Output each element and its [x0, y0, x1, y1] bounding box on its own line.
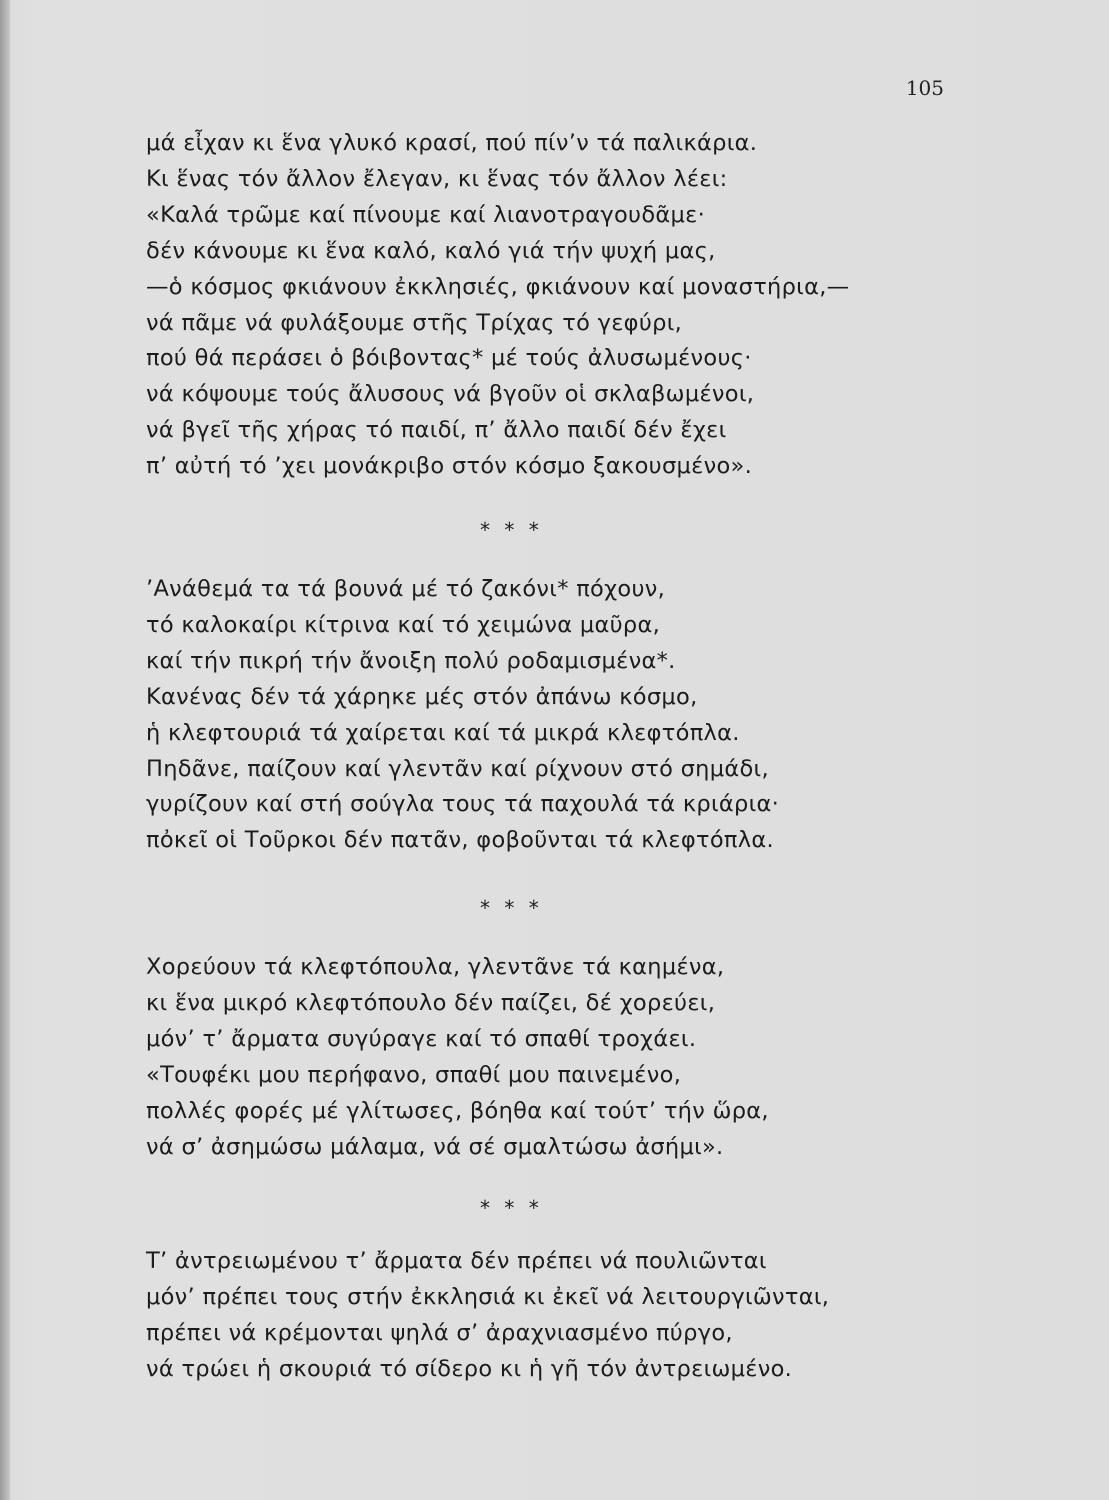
verse-line: ἡ κλεφτουριά τά χαίρεται καί τά μικρά κλεφτόπλα. [146, 719, 740, 746]
verse-line: κι ἕνα μικρό κλεφτόπουλο δέν παίζει, δέ χορεύει, [146, 989, 716, 1016]
verse-line: Κι ἕνας τόν ἄλλον ἔλεγαν, κι ἕνας τόν ἄλλον λέει: [146, 165, 728, 192]
stanza-separator: * * * [480, 896, 543, 920]
verse-line: νά κόψουμε τούς ἄλυσους νά βγοῦν οἱ σκλαβωμένοι, [146, 381, 755, 408]
verse-line: Κανένας δέν τά χάρηκε μές στόν ἀπάνω κόσμο, [146, 683, 698, 710]
verse-line: πολλές φορές μέ γλίτωσες, βόηθα καί τούτ’ τήν ὥρα, [146, 1097, 769, 1124]
verse-line: πού θά περάσει ὁ βόιβοντας* μέ τούς ἀλυσωμένους· [146, 345, 752, 372]
verse-line: καί τήν πικρή τήν ἄνοιξη πολύ ροδαμισμένα*. [146, 647, 676, 674]
verse-line: —ὁ κόσμος φκιάνουν ἐκκλησιές, φκιάνουν καί μοναστήρια,— [146, 273, 850, 300]
stanza-4 [146, 1244, 829, 1388]
verse-line: μόν’ πρέπει τους στήν ἐκκλησιά κι ἐκεῖ νά λειτουργιῶνται, [146, 1283, 830, 1310]
verse-line: ’Ανάθεμά τα τά βουνά μέ τό ζακόνι* πόχουν, [146, 576, 666, 602]
stanza-3 [146, 950, 769, 1165]
verse-line: πρέπει νά κρέμονται ψηλά σ’ ἀραχνιασμένο πύργο, [146, 1319, 733, 1346]
verse-line: τό καλοκαίρι κίτρινα καί τό χειμώνα μαῦρα, [146, 611, 661, 638]
verse-line: δέν κάνουμε κι ἕνα καλό, καλό γιά τήν ψυχή μας, [146, 237, 716, 264]
verse-line: μόν’ τ’ ἄρματα συγύραγε καί τό σπαθί τροχάει. [146, 1025, 697, 1052]
stanza-separator: * * * [480, 518, 543, 542]
verse-line: νά τρώει ἡ σκουριά τό σίδερο κι ἡ γῆ τόν ἀντρειωμένο. [146, 1355, 793, 1382]
verse-line: γυρίζουν καί στή σούγλα τους τά παχουλά τά κριάρια· [146, 791, 780, 818]
verse-line: «Καλά τρῶμε καί πίνουμε καί λιανοτραγουδᾶμε· [146, 201, 706, 228]
verse-line: πὀκεῖ οἱ Τοῦρκοι δέν πατᾶν, φοβοῦνται τά κλεφτόπλα. [146, 827, 774, 854]
verse-line: νά πᾶμε νά φυλάξουμε στῆς Τρίχας τό γεφύρι, [146, 309, 683, 336]
verse-line: νά βγεῖ τῆς χήρας τό παιδί, π’ ἄλλο παιδί δέν ἔχει [146, 417, 727, 444]
verse-line: π’ αὐτή τό ’χει μονάκριβο στόν κόσμο ξακουσμένο». [146, 453, 753, 480]
stanza-separator: * * * [480, 1196, 543, 1220]
stanza-1 [146, 126, 849, 485]
verse-line: Πηδᾶνε, παίζουν καί γλεντᾶν καί ρίχνουν στό σημάδι, [146, 755, 769, 782]
verse-line: «Τουφέκι μου περήφανο, σπαθί μου παινεμένο, [146, 1061, 682, 1088]
verse-line: Χορεύουν τά κλεφτόπουλα, γλεντᾶνε τά καημένα, [146, 954, 725, 980]
verse-line: μά εἶχαν κι ἕνα γλυκό κρασί, πού πίν’ν τά παλικάρια. [146, 130, 758, 156]
page-number: 105 [905, 76, 944, 100]
verse-line: Τ’ ἀντρειωμένου τ’ ἄρματα δέν πρέπει νά πουλιῶνται [146, 1248, 767, 1274]
verse-line: νά σ’ ἀσημώσω μάλαμα, νά σέ σμαλτώσω ἀσήμι». [146, 1133, 724, 1160]
stanza-2 [146, 572, 779, 859]
page-binding-edge [0, 0, 10, 1500]
